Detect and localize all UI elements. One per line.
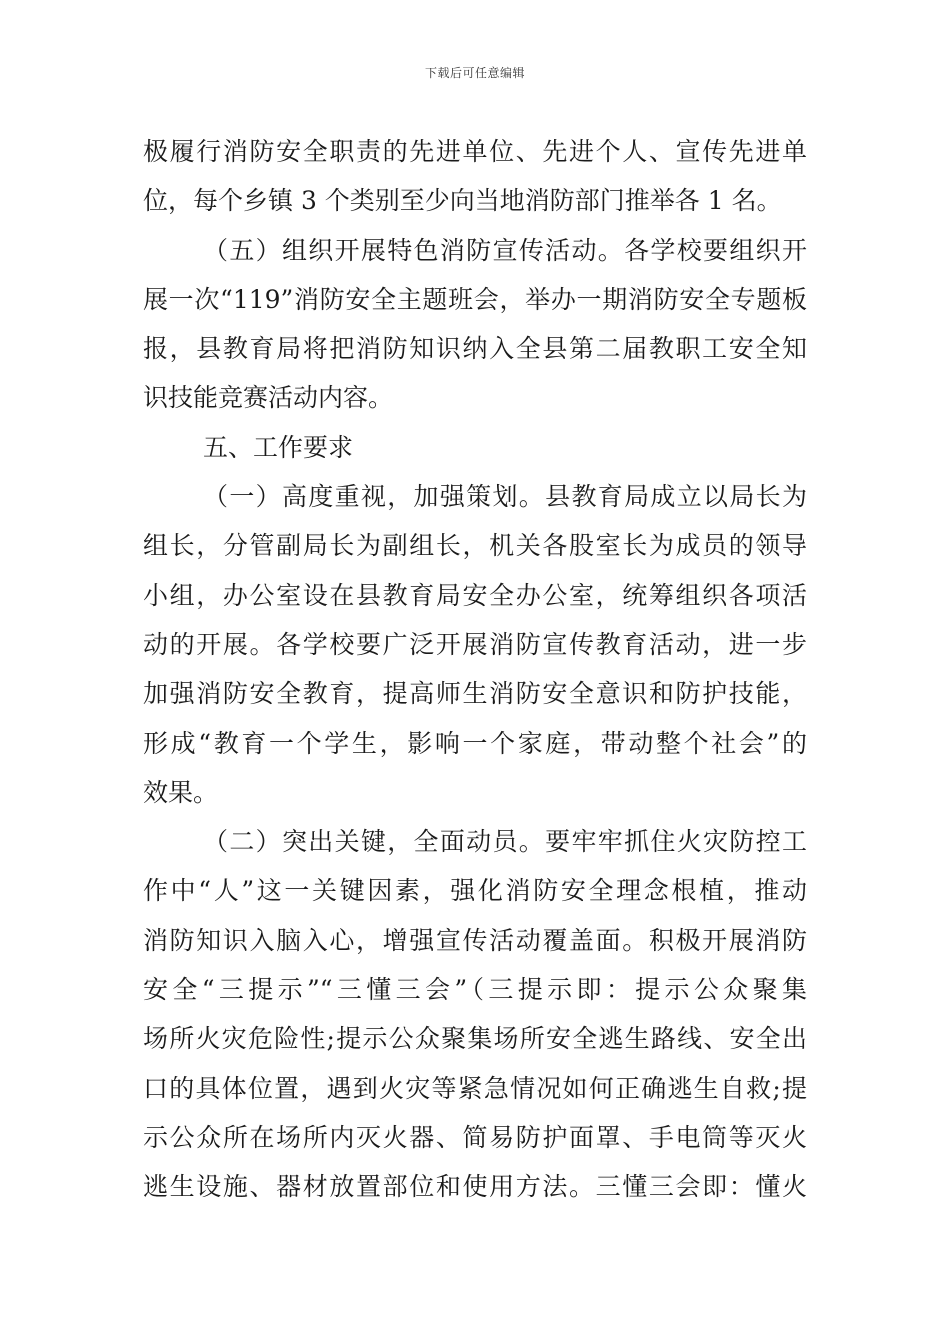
text-line: 场所火灾危险性;提示公众聚集场所安全逃生路线、安全出 [143, 1024, 807, 1054]
document-body [143, 127, 807, 1212]
text-line: 形成“教育一个学生，影响一个家庭，带动整个社会”的 [143, 728, 807, 758]
text-line: 组长，分管副局长为副组长，机关各股室长为成员的领导 [143, 531, 807, 561]
text-line: 识技能竞赛活动内容。 [143, 383, 394, 413]
paragraph-first-line: （五）组织开展特色消防宣传活动。各学校要组织开 [203, 235, 807, 265]
text-line: 动的开展。各学校要广泛开展消防宣传教育活动，进一步 [143, 629, 807, 659]
text-line: 口的具体位置，遇到火灾等紧急情况如何正确逃生自救;提 [143, 1073, 807, 1103]
text-line: 消防知识入脑入心，增强宣传活动覆盖面。积极开展消防 [143, 925, 807, 955]
section-heading: 五、工作要求 [203, 432, 354, 462]
text-line: 安全“三提示”“三懂三会”（三提示即：提示公众聚集 [143, 975, 807, 1005]
text-line: 加强消防安全教育，提高师生消防安全意识和防护技能， [143, 679, 807, 709]
text-line: 展一次“119”消防安全主题班会，举办一期消防安全专题板 [143, 284, 807, 314]
paragraph-first-line: （一）高度重视，加强策划。县教育局成立以局长为 [203, 482, 807, 512]
page-header: 下载后可任意编辑 [424, 66, 525, 80]
paragraph-first-line: （二）突出关键，全面动员。要牢牢抓住火灾防控工 [203, 827, 807, 857]
text-line: 报，县教育局将把消防知识纳入全县第二届教职工安全知 [143, 334, 807, 364]
text-line: 位，每个乡镇 3 个类别至少向当地消防部门推举各 1 名。 [143, 186, 782, 216]
text-line: 极履行消防安全职责的先进单位、先进个人、宣传先进单 [143, 137, 807, 166]
text-line: 示公众所在场所内灭火器、简易防护面罩、手电筒等灭火 [143, 1122, 807, 1152]
text-line: 逃生设施、器材放置部位和使用方法。三懂三会即：懂火 [143, 1172, 807, 1202]
text-line: 效果。 [143, 777, 219, 807]
text-line: 小组，办公室设在县教育局安全办公室，统筹组织各项活 [143, 580, 807, 610]
text-line: 作中“人”这一关键因素，强化消防安全理念根植，推动 [143, 876, 807, 906]
